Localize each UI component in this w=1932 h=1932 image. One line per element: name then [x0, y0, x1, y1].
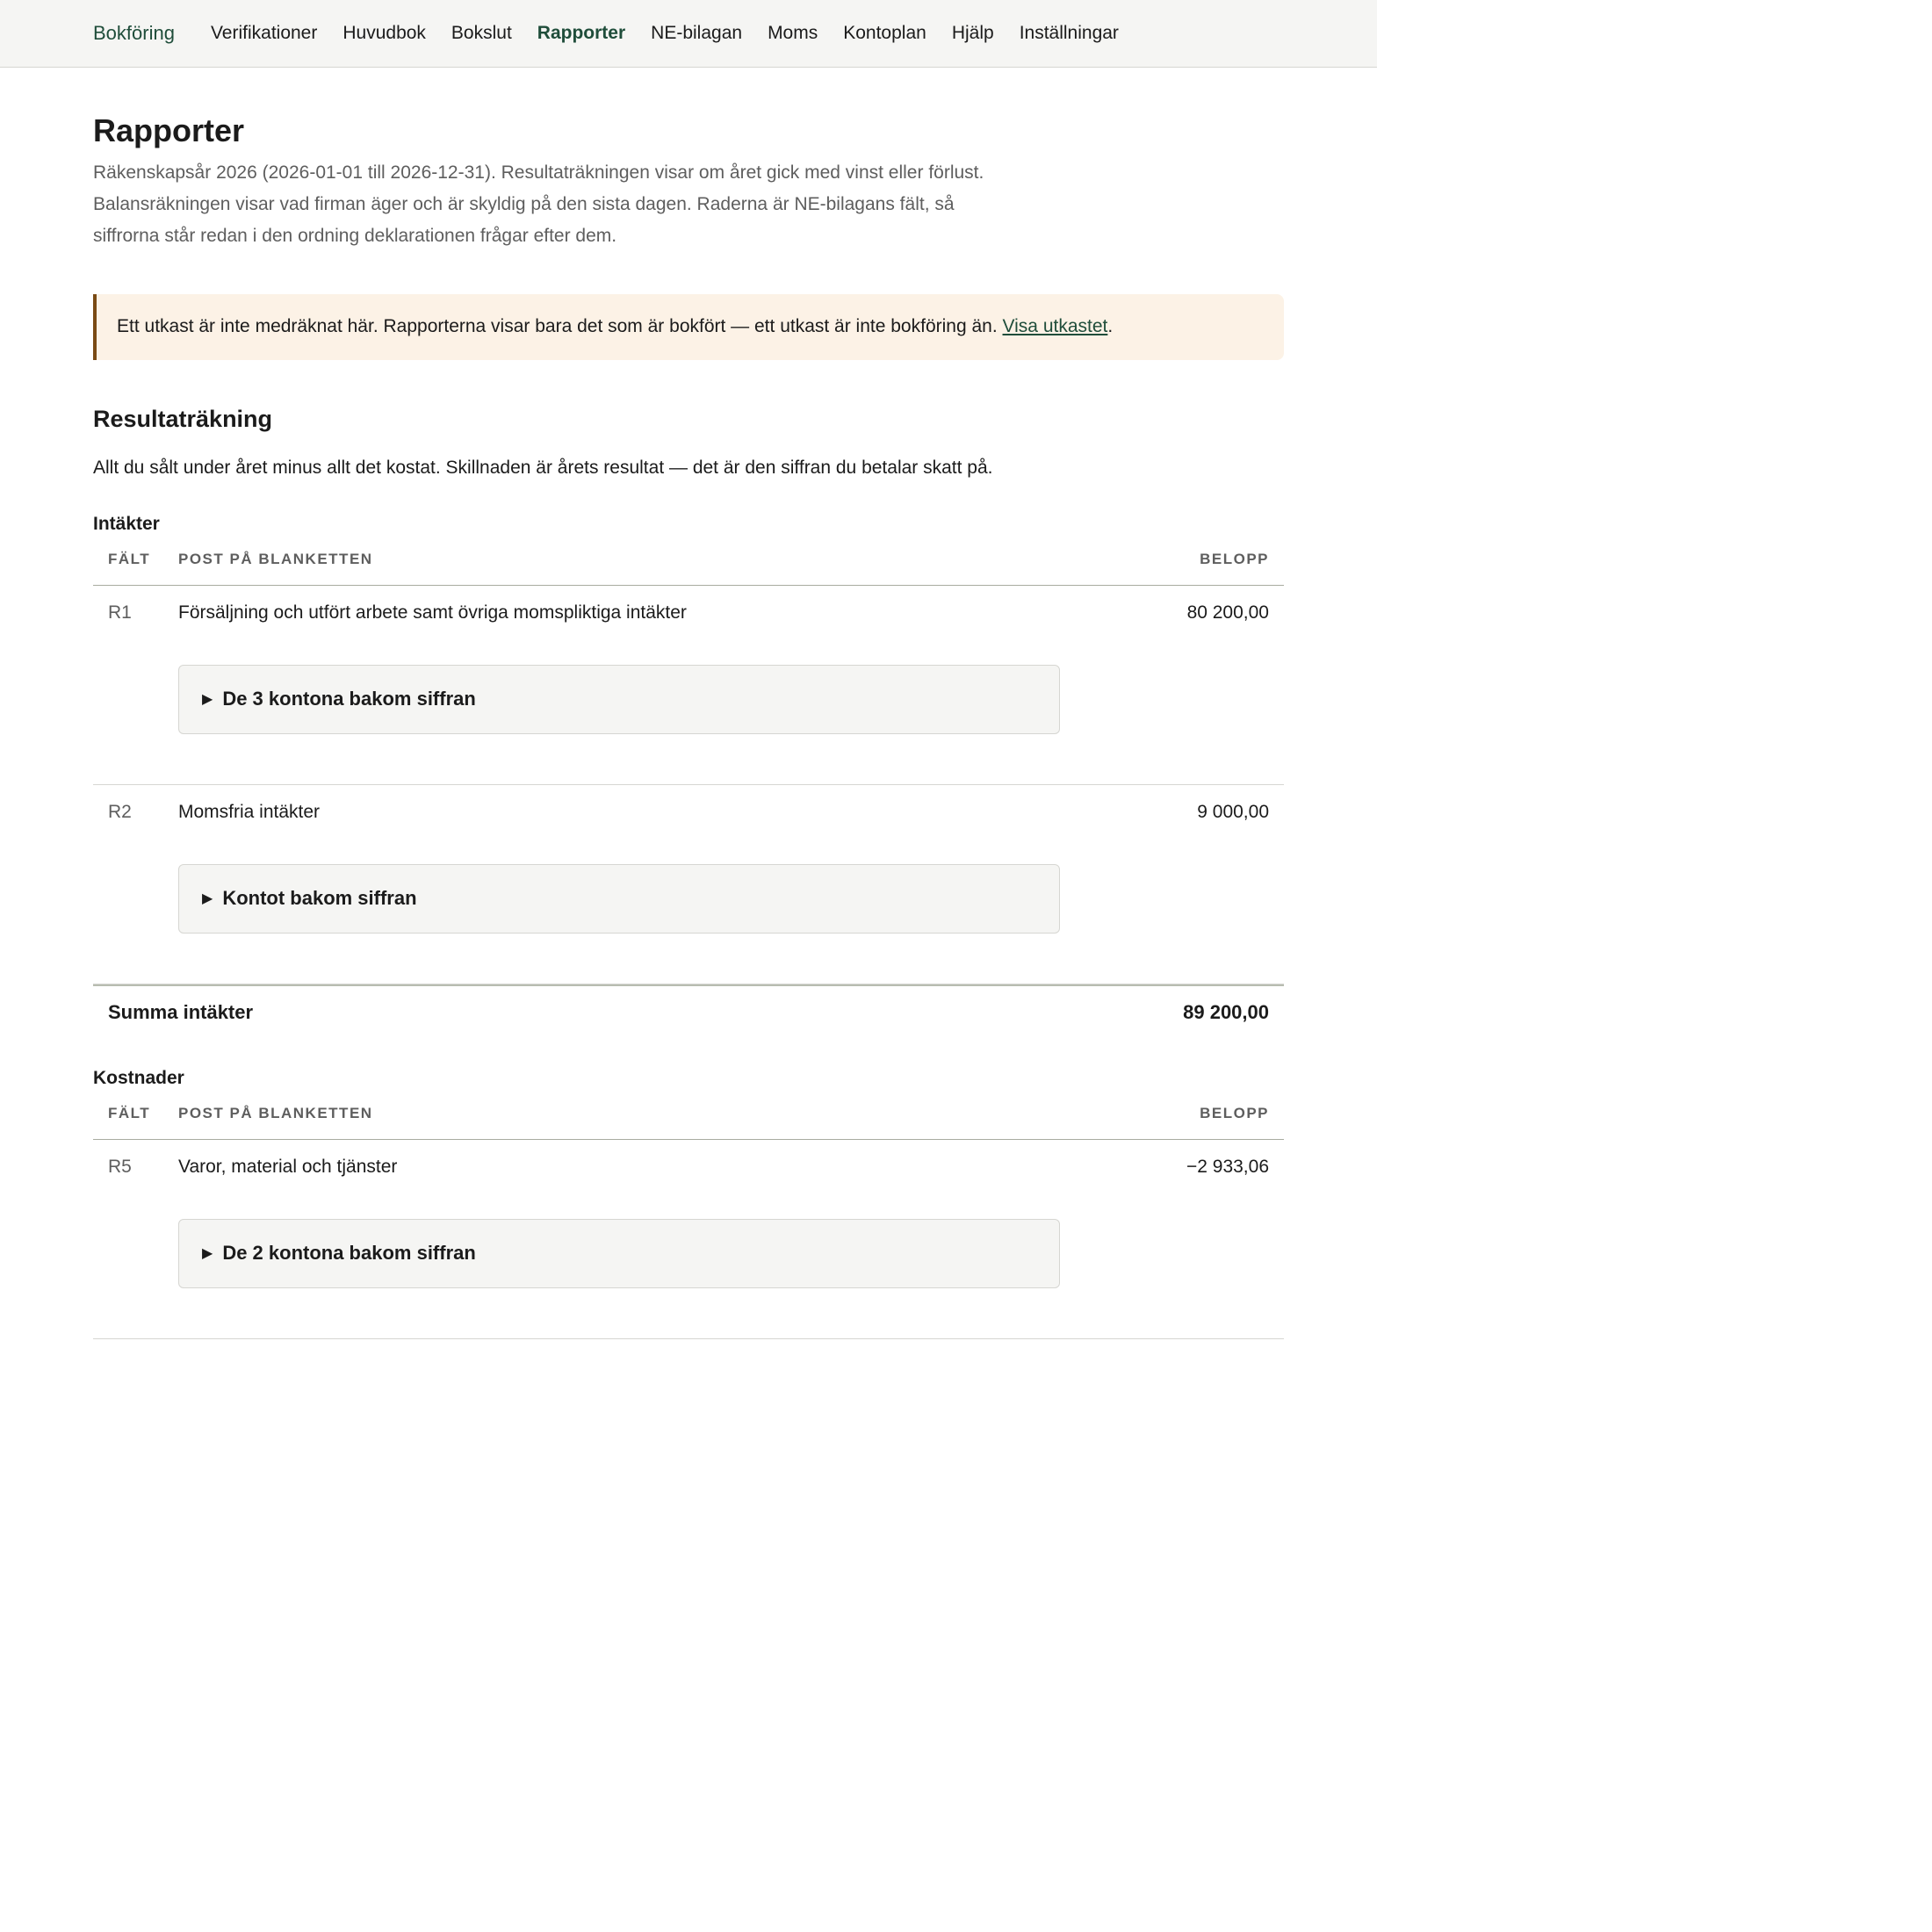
draft-notice-text: Ett utkast är inte medräknat här. Rapporterna visar bara det som är bokfört — ett utkast är inte bokföring än.	[117, 316, 998, 337]
income-heading: Intäkter	[93, 513, 160, 534]
column-header-belopp: BELOPP	[1200, 551, 1269, 568]
details-summary-label: De 2 kontona bakom siffran	[222, 1242, 476, 1265]
column-header-falt: FÄLT	[108, 1105, 151, 1122]
triangle-right-icon: ▶	[202, 1246, 213, 1262]
nav-item-installningar[interactable]: Inställningar	[1019, 23, 1119, 43]
nav-item-hjalp[interactable]: Hjälp	[951, 23, 994, 43]
nav-item-verifikationer[interactable]: Verifikationer	[210, 23, 318, 43]
table-row	[93, 586, 1284, 785]
nav-item-rapporter[interactable]: Rapporter	[537, 23, 626, 43]
triangle-right-icon: ▶	[202, 891, 213, 907]
show-draft-link[interactable]: Visa utkastet	[1002, 316, 1108, 337]
main-content	[0, 113, 1377, 1339]
nav-item-bokslut[interactable]: Bokslut	[451, 23, 512, 43]
post-label: Försäljning och utfört arbete samt övriga momspliktiga intäkter	[178, 602, 687, 623]
amount: 80 200,00	[1186, 602, 1269, 623]
details-summary-label: De 3 kontona bakom siffran	[222, 688, 476, 710]
post-label: Varor, material och tjänster	[178, 1156, 398, 1177]
costs-table-header	[93, 1089, 1284, 1140]
accounts-details-toggle[interactable]	[178, 864, 1060, 934]
accounts-details-toggle[interactable]	[178, 1219, 1060, 1288]
page-intro: Räkenskapsår 2026 (2026-01-01 till 2026-12-31). Resultaträkningen visar om året gick med vinst eller förlust. Balansräkningen visar vad firman äger och är skyldig på den sista dagen. Raderna är NE-bilagans fält, så siffrorna står redan i den ordning deklarationen frågar efter dem.	[93, 162, 984, 246]
field-code: R5	[108, 1156, 132, 1177]
nav-item-ne-bilagan[interactable]: NE-bilagan	[651, 23, 743, 43]
nav-item-huvudbok[interactable]: Huvudbok	[342, 23, 426, 43]
nav-item-kontoplan[interactable]: Kontoplan	[843, 23, 926, 43]
triangle-right-icon: ▶	[202, 692, 213, 708]
amount: 9 000,00	[1197, 801, 1269, 822]
table-row	[93, 785, 1284, 984]
income-sum-value: 89 200,00	[1183, 1000, 1269, 1023]
table-row	[93, 1140, 1284, 1339]
amount: −2 933,06	[1186, 1156, 1269, 1177]
costs-heading: Kostnader	[93, 1067, 184, 1088]
income-statement-title: Resultaträkning	[93, 405, 273, 432]
field-code: R2	[108, 801, 132, 822]
field-code: R1	[108, 602, 132, 623]
nav-item-moms[interactable]: Moms	[768, 23, 818, 43]
top-nav	[0, 0, 1377, 68]
details-summary-label: Kontot bakom siffran	[222, 887, 417, 910]
income-sum-row	[93, 984, 1284, 1039]
column-header-post: POST PÅ BLANKETTEN	[178, 1105, 373, 1122]
income-table-header	[93, 535, 1284, 586]
column-header-post: POST PÅ BLANKETTEN	[178, 551, 373, 568]
column-header-belopp: BELOPP	[1200, 1105, 1269, 1122]
page-title: Rapporter	[93, 112, 245, 148]
draft-notice	[93, 294, 1284, 360]
income-sum-label: Summa intäkter	[108, 1000, 254, 1023]
nav-brand-link[interactable]: Bokföring	[93, 22, 175, 44]
draft-notice-suffix: .	[1107, 316, 1114, 337]
income-statement-description: Allt du sålt under året minus allt det kostat. Skillnaden är årets resultat — det är den siffran du betalar skatt på.	[93, 457, 993, 478]
accounts-details-toggle[interactable]	[178, 665, 1060, 734]
post-label: Momsfria intäkter	[178, 801, 321, 822]
column-header-falt: FÄLT	[108, 551, 151, 568]
